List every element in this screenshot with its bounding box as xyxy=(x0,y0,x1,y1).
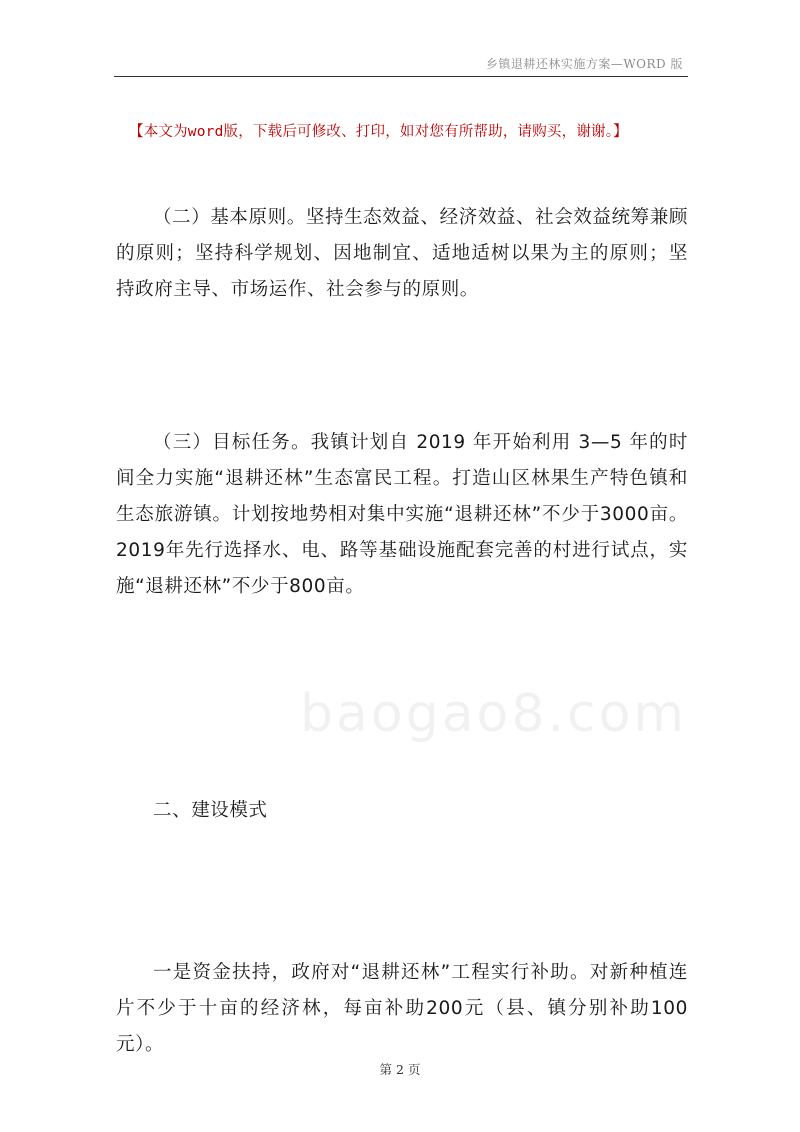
paragraph-funding-support: 一是资金扶持，政府对“退耕还林”工程实行补助。对新种植连片不少于十亩的经济林，每亩补助200元（县、镇分别补助100元）。 xyxy=(116,962,688,1055)
paragraph-target-tasks: （三）目标任务。我镇计划自 2019 年开始利用 3—5 年的时间全力实施“退耕还林”生态富民工程。打造山区林果生产特色镇和生态旅游镇。计划按地势相对集中实施“退耕还林”不少于3000亩。2019年先行选择水、电、路等基础设施配套完善的村进行试点，实施“退耕还林”不少于800亩。 xyxy=(116,432,688,597)
section-heading-construction-mode: 二、建设模式 xyxy=(153,800,268,821)
watermark: baogao8.com xyxy=(300,684,688,744)
header-divider xyxy=(114,76,688,77)
purchase-notice: 【本文为word版，下载后可修改、打印，如对您有所帮助，请购买，谢谢。】 xyxy=(129,124,628,140)
paragraph-basic-principles: （二）基本原则。坚持生态效益、经济效益、社会效益统筹兼顾的原则；坚持科学规划、因地制宜、适地适树以果为主的原则；坚持政府主导、市场运作、社会参与的原则。 xyxy=(116,207,688,300)
document-header-title: 乡镇退耕还林实施方案—WORD 版 xyxy=(485,57,683,71)
page-number: 第 2 页 xyxy=(379,1062,421,1077)
